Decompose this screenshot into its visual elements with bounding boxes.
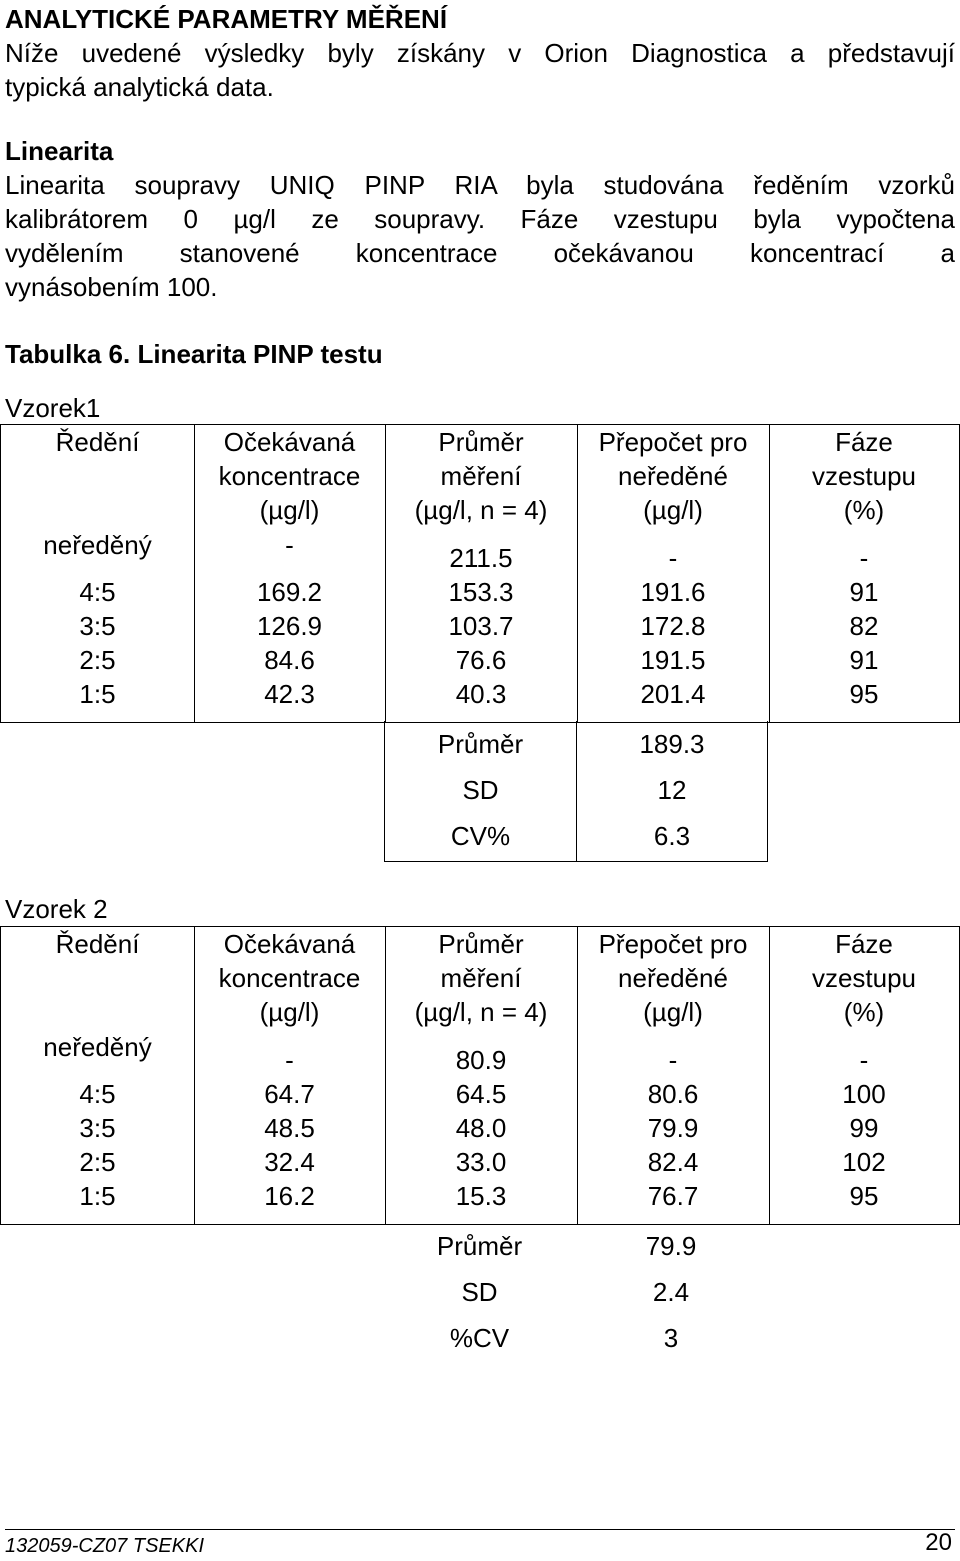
cell-expected: 48.5: [264, 1113, 315, 1143]
header-measured-line2: měření: [440, 963, 522, 993]
cell-recalc: 80.6: [647, 1079, 699, 1109]
cell-measured: 33.0: [455, 1147, 507, 1177]
header-recovery-line2: vzestupu: [811, 461, 917, 491]
cell-expected: 169.2: [256, 577, 323, 607]
header-expected-line1: Očekávaná: [223, 427, 356, 457]
header-recalc-line1: Přepočet pro: [598, 929, 748, 959]
header-dilution: Ředění: [55, 427, 140, 457]
cell-dilution: 3:5: [79, 611, 116, 641]
cell-expected: 64.7: [264, 1079, 315, 1109]
footer-rule: [5, 1529, 955, 1530]
header-recalc-line2: neředěné: [618, 461, 728, 491]
cell-recalc: -: [668, 1045, 678, 1075]
header-recalc-line3: (µg/l): [643, 997, 703, 1027]
stat-label: Průměr: [437, 729, 524, 759]
stat-value: 3: [663, 1323, 679, 1353]
table-caption: Tabulka 6. Linearita PINP testu: [5, 339, 383, 369]
cell-dilution: 1:5: [79, 679, 116, 709]
cell-dilution: neředěný: [43, 1032, 152, 1062]
sample2-stats: [384, 1223, 766, 1363]
cell-expected: 126.9: [256, 611, 323, 641]
sample1-stats: [384, 721, 768, 862]
header-expected-line2: koncentrace: [218, 963, 361, 993]
cell-dilution: 4:5: [79, 577, 116, 607]
stat-value: 6.3: [653, 821, 691, 851]
sample2-table: [0, 926, 960, 1225]
stat-value: 189.3: [639, 729, 705, 759]
stat-label: SD: [462, 775, 499, 805]
cell-expected: 42.3: [264, 679, 315, 709]
cell-measured: 40.3: [455, 679, 507, 709]
header-measured-line3: (µg/l, n = 4): [414, 997, 548, 1027]
cell-recovery: 91: [849, 577, 879, 607]
cell-measured: 64.5: [455, 1079, 507, 1109]
stat-label: CV%: [450, 821, 511, 851]
stat-value: 12: [657, 775, 687, 805]
paragraph-line-3: vydělením stanovené koncentrace očekávanou koncentrací a: [5, 238, 955, 268]
cell-dilution: 3:5: [79, 1113, 116, 1143]
cell-measured: 211.5: [449, 543, 513, 573]
cell-dilution: 2:5: [79, 645, 116, 675]
cell-recovery: 102: [842, 1147, 886, 1177]
cell-expected: 84.6: [264, 645, 315, 675]
stat-label: Průměr: [436, 1231, 523, 1261]
cell-recalc: 191.6: [640, 577, 706, 607]
sample2-label: Vzorek 2: [5, 894, 108, 924]
footer-page-number: 20: [925, 1529, 952, 1556]
cell-measured: 15.3: [455, 1181, 507, 1211]
section-title: Linearita: [5, 136, 114, 166]
cell-dilution: neředěný: [43, 530, 152, 560]
header-expected-line1: Očekávaná: [223, 929, 356, 959]
cell-expected: 16.2: [264, 1181, 315, 1211]
sample1-table: [0, 424, 960, 723]
cell-recovery: 95: [849, 679, 879, 709]
paragraph-line-4: vynásobením 100.: [5, 272, 218, 302]
cell-measured: 80.9: [455, 1045, 507, 1075]
cell-measured: 76.6: [455, 645, 507, 675]
header-recovery-line2: vzestupu: [811, 963, 917, 993]
cell-dilution: 1:5: [79, 1181, 116, 1211]
cell-recalc: 76.7: [647, 1181, 699, 1211]
cell-recovery: 91: [849, 645, 879, 675]
cell-measured: 48.0: [455, 1113, 507, 1143]
stat-value: 79.9: [645, 1231, 697, 1261]
footer-doc-code: 132059-CZ07 TSEKKI: [5, 1535, 204, 1557]
cell-expected: -: [285, 530, 294, 560]
header-recalc-line3: (µg/l): [643, 495, 703, 525]
cell-expected: 32.4: [264, 1147, 315, 1177]
header-dilution: Ředění: [55, 929, 140, 959]
page-heading: ANALYTICKÉ PARAMETRY MĚŘENÍ: [5, 4, 448, 34]
header-recalc-line2: neředěné: [618, 963, 728, 993]
paragraph-line-1: Linearita soupravy UNIQ PINP RIA byla studována ředěním vzorků: [5, 170, 955, 200]
header-recovery-line3: (%): [843, 997, 885, 1027]
cell-recalc: 201.4: [640, 679, 706, 709]
cell-recovery: -: [859, 1045, 869, 1075]
sample1-label: Vzorek1: [5, 393, 101, 423]
cell-dilution: 4:5: [79, 1079, 116, 1109]
header-recovery-line1: Fáze: [835, 929, 893, 959]
stat-label: SD: [461, 1277, 498, 1307]
header-measured-line2: měření: [440, 461, 522, 491]
intro-line-1: Níže uvedené výsledky byly získány v Orion Diagnostica a představují: [5, 38, 955, 68]
header-recovery-line1: Fáze: [835, 427, 893, 457]
paragraph-line-2: kalibrátorem 0 µg/l ze soupravy. Fáze vzestupu byla vypočtena: [5, 204, 955, 234]
cell-dilution: 2:5: [79, 1147, 116, 1177]
cell-measured: 153.3: [448, 577, 514, 607]
cell-expected: -: [285, 1045, 294, 1075]
cell-recalc: -: [668, 543, 678, 573]
stat-value: 2.4: [652, 1277, 690, 1307]
cell-recovery: -: [859, 543, 869, 573]
cell-recovery: 99: [849, 1113, 879, 1143]
header-recovery-line3: (%): [843, 495, 885, 525]
header-expected-line3: (µg/l): [259, 997, 320, 1027]
cell-recovery: 95: [849, 1181, 879, 1211]
header-recalc-line1: Přepočet pro: [598, 427, 748, 457]
header-measured-line1: Průměr: [438, 929, 524, 959]
header-measured-line3: (µg/l, n = 4): [414, 495, 548, 525]
stat-label: %CV: [449, 1323, 510, 1353]
cell-recovery: 82: [849, 611, 879, 641]
cell-recalc: 79.9: [647, 1113, 699, 1143]
header-measured-line1: Průměr: [438, 427, 524, 457]
header-expected-line2: koncentrace: [218, 461, 361, 491]
cell-recalc: 172.8: [640, 611, 706, 641]
cell-recalc: 191.5: [640, 645, 706, 675]
cell-recovery: 100: [842, 1079, 886, 1109]
intro-line-2: typická analytická data.: [5, 72, 274, 102]
header-expected-line3: (µg/l): [259, 495, 320, 525]
cell-recalc: 82.4: [647, 1147, 699, 1177]
cell-measured: 103.7: [448, 611, 514, 641]
